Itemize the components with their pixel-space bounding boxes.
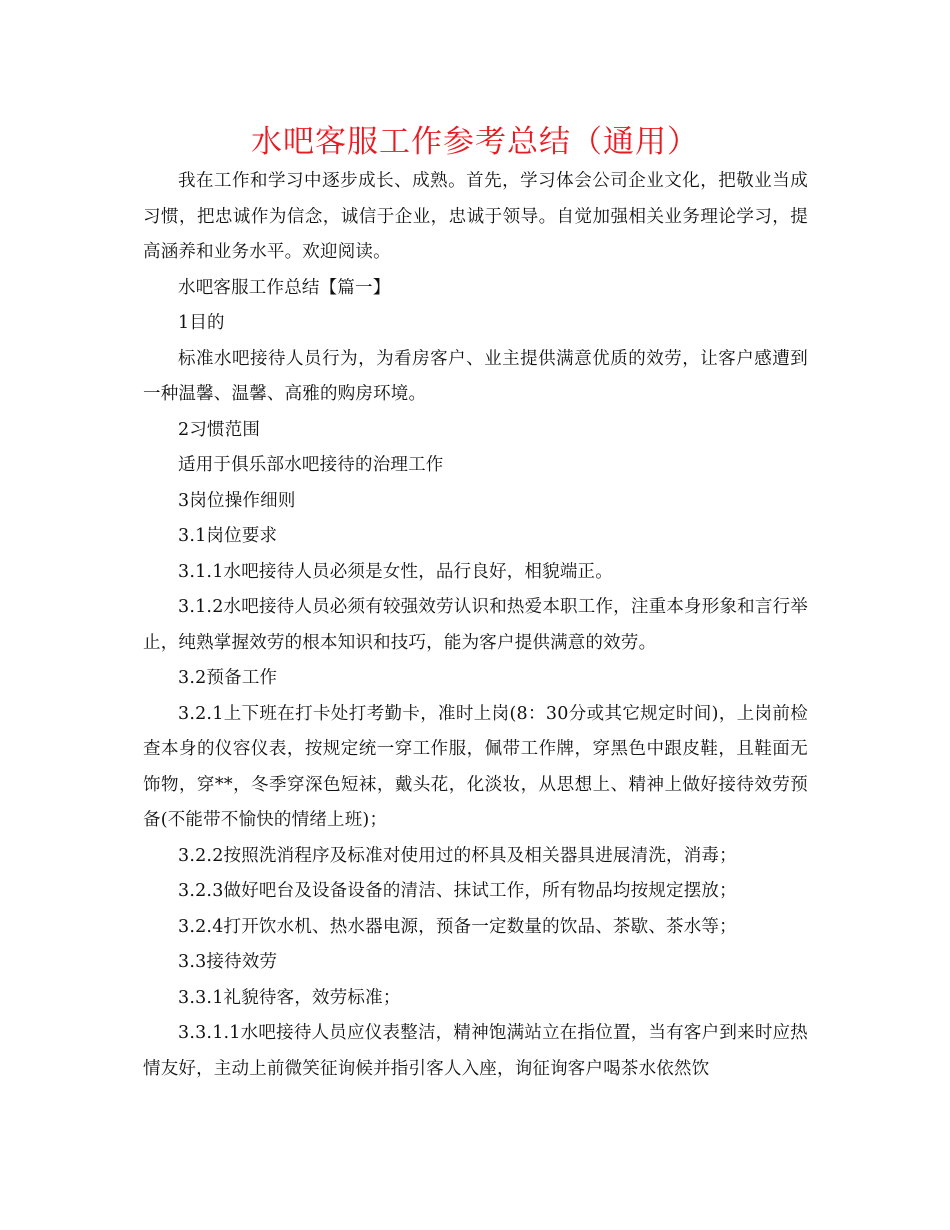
paragraph: 水吧客服工作总结【篇一】	[178, 277, 391, 298]
paragraph: 3.3.1礼貌待客，效劳标准；	[178, 987, 401, 1008]
document-title: 水吧客服工作参考总结（通用）	[251, 124, 699, 160]
paragraph: 3.1.1水吧接待人员必须是女性，品行良好，相貌端正。	[178, 561, 613, 582]
paragraph: 3.2.2按照洗消程序及标准对使用过的杯具及相关器具进展清洗，消毒；	[178, 845, 737, 866]
paragraph: 1目的	[178, 313, 225, 333]
paragraph: 3岗位操作细则	[178, 490, 296, 511]
paragraph: 3.1.2水吧接待人员必须有较强效劳认识和热爱本职工作，注重本身形象和言行举止，纯熟掌握效劳的根本知识和技巧，能为客户提供满意的效劳。	[143, 597, 808, 653]
document-body	[143, 164, 808, 1087]
paragraph: 2习惯范围	[178, 419, 261, 440]
paragraph: 3.2.4打开饮水机、热水器电源，预备一定数量的饮品、茶歇、茶水等；	[178, 916, 737, 937]
paragraph: 3.2预备工作	[178, 668, 278, 688]
paragraph: 3.3接待效劳	[178, 952, 278, 972]
paragraph: 适用于俱乐部水吧接待的治理工作	[178, 455, 444, 475]
paragraph: 我在工作和学习中逐步成长、成熟。首先，学习体会公司企业文化，把敬业当成习惯，把忠诚作为信念，诚信于企业，忠诚于领导。自觉加强相关业务理论学习，提高涵养和业务水平。欢迎阅读。	[143, 171, 808, 262]
paragraph: 3.3.1.1水吧接待人员应仪表整洁，精神饱满站立在指位置，当有客户到来时应热情友好，主动上前微笑征询候并指引客人入座，询征询客户喝茶水依然饮	[143, 1023, 808, 1079]
paragraph: 3.2.1上下班在打卡处打考勤卡，准时上岗(8：30分或其它规定时间)，上岗前检查本身的仪容仪表，按规定统一穿工作服，佩带工作牌，穿黑色中跟皮鞋，且鞋面无饰物，穿**，冬季穿深色短袜，戴头花，化淡妆，从思想上、精神上做好接待效劳预备(不能带不愉快的情绪上班)；	[143, 703, 808, 830]
paragraph: 3.1岗位要求	[178, 526, 278, 546]
paragraph: 3.2.3做好吧台及设备设备的清洁、抹试工作，所有物品均按规定摆放；	[178, 881, 737, 901]
paragraph: 标准水吧接待人员行为，为看房客户、业主提供满意优质的效劳，让客户感遭到一种温馨、温馨、高雅的购房环境。	[143, 348, 808, 404]
